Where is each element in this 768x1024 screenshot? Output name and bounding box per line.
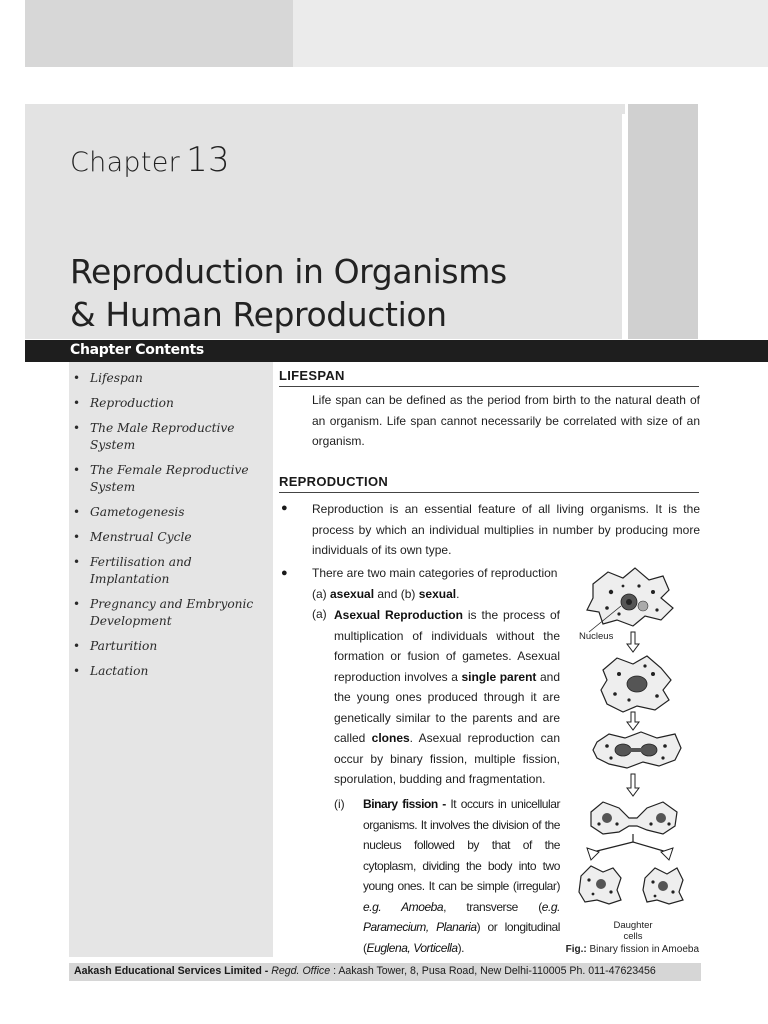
daughter-cell-left (579, 866, 621, 904)
amoeba-stage-2 (601, 656, 671, 712)
lifespan-paragraph: Life span can be defined as the period from birth to the natural death of an organism. Life span cannot necessarily be correlated with size of an organism. (312, 393, 700, 448)
contents-item-female-reproductive-system[interactable]: • The Female Reproductive System (71, 462, 271, 496)
amoeba-binary-fission-figure (563, 562, 703, 944)
amoeba-stage-4-separating (591, 802, 677, 834)
contents-item-fertilisation[interactable]: • Fertilisation and Implantation (71, 554, 271, 588)
amoeba-stage-1 (587, 568, 673, 626)
contents-item-pregnancy[interactable]: • Pregnancy and Embryonic Development (71, 596, 271, 630)
lifespan-heading: LIFESPAN (279, 368, 345, 383)
chapter-word: Chapter (70, 147, 181, 178)
top-decorative-band-right (293, 0, 768, 67)
asexual-marker: (a) (312, 607, 327, 621)
bullet-marker: ● (281, 502, 288, 514)
split-arrows-icon (587, 834, 673, 860)
chapter-title (70, 250, 610, 336)
contents-item-lactation[interactable]: • Lactation (71, 663, 271, 680)
chapter-title-line1: Reproduction in Organisms (70, 252, 507, 291)
down-arrow-icon (627, 712, 639, 730)
contents-item-parturition[interactable]: • Parturition (71, 638, 271, 655)
asexual-paragraph: Asexual Reproduction is the process of multiplication of individuals without the formation or fusion of gametes. Asexual reproduction involves a single parent and the young ones produced through it are genetically similar to the parents and are called clones. Asexual reproduction can occur by binary fission, multiple fission, sporulation, budding and fragmentation. (334, 608, 561, 786)
figure-caption: Fig.: Binary fission in Amoeba (565, 944, 699, 955)
binary-fission-marker: (i) (334, 797, 345, 811)
lifespan-rule (279, 386, 699, 387)
reproduction-heading: REPRODUCTION (279, 474, 389, 489)
chapter-number: 13 (186, 140, 230, 180)
reproduction-bullet-2: There are two main categories of reproduction (a) asexual and (b) sexual. (312, 566, 558, 601)
top-decorative-band-left (25, 0, 293, 67)
daughter-cell-right (643, 868, 683, 904)
contents-item-male-reproductive-system[interactable]: • The Male Reproductive System (71, 420, 271, 454)
footer-text: Aakash Educational Services Limited - Regd. Office : Aakash Tower, 8, Pusa Road, New Delhi-110005 Ph. 011-47623456 (74, 965, 656, 977)
bullet-marker: ● (281, 567, 288, 579)
nucleus-label: Nucleus (579, 631, 614, 642)
chapter-contents-heading: Chapter Contents (70, 342, 204, 358)
reproduction-rule (279, 492, 699, 493)
header-side-bar (628, 104, 698, 339)
daughter-label-line1: Daughter (613, 920, 653, 931)
down-arrow-icon (627, 632, 639, 652)
contents-list (71, 370, 271, 688)
contents-item-gametogenesis[interactable]: • Gametogenesis (71, 504, 271, 521)
reproduction-bullet-1: Reproduction is an essential feature of all living organisms. It is the process by which an individual multiplies in number by producing more individuals of its own type. (312, 502, 700, 557)
contents-item-menstrual-cycle[interactable]: • Menstrual Cycle (71, 529, 271, 546)
chapter-title-line2: & Human Reproduction (70, 295, 447, 334)
contents-item-lifespan[interactable]: • Lifespan (71, 370, 271, 387)
contents-item-reproduction[interactable]: • Reproduction (71, 395, 271, 412)
daughter-label-line2: cells (623, 931, 643, 942)
chapter-label (70, 140, 230, 180)
binary-fission-paragraph: Binary fission - It occurs in unicellular organisms. It involves the division of the nucleus followed by that of the cytoplasm, dividing the body into two young ones. It can be simple (irregular) e.g. Amoeba, transverse (e.g. Paramecium, Planaria) or longitudinal (Euglena, Vorticella). (363, 797, 561, 955)
down-arrow-icon (627, 774, 639, 796)
amoeba-stage-3-dividing (593, 732, 681, 768)
